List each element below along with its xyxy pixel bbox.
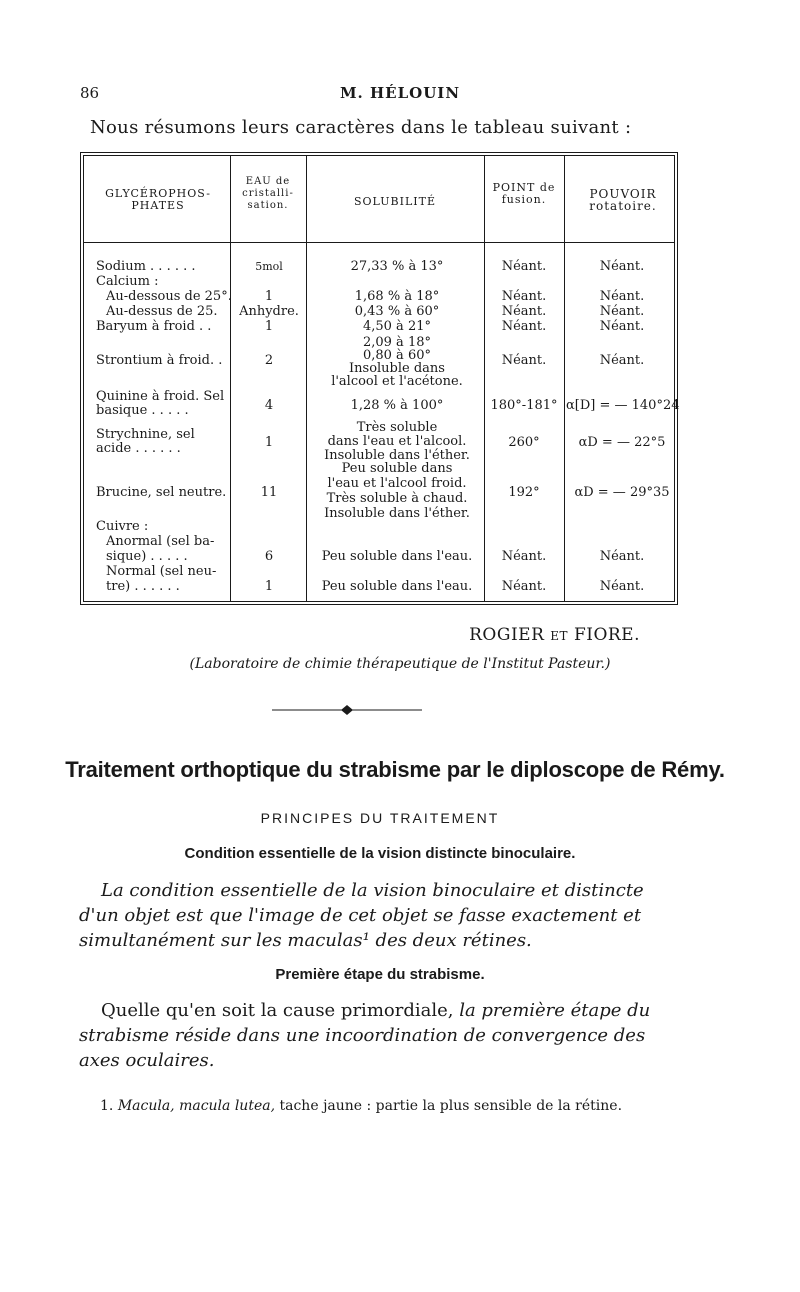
row-pouvoir: Néant. [599,353,645,368]
row-pouvoir: Néant. [599,289,645,304]
row-eau: 1 [264,319,274,334]
row-name: tre) . . . . . . [106,579,180,594]
row-eau: 1 [264,289,274,304]
row-pouvoir: Néant. [599,259,645,274]
header-solubilite: SOLUBILITÉ [354,195,436,208]
row-eau: 4 [264,398,274,413]
page-number: 86 [80,84,100,102]
row-name: Calcium : [96,274,159,289]
table-divider [230,156,231,601]
paragraph-emphasis: la première étape du strabisme réside dans une incoordination de convergence des axes oculaires. [79,1000,651,1071]
paragraph-premiere-etape [79,998,679,1073]
row-solubilite: 2,09 à 18° [362,335,431,350]
row-solubilite: 27,33 % à 13° [350,259,444,274]
subheading-condition: Condition essentielle de la vision distincte binoculaire. [184,845,576,862]
row-name: Normal (sel neu- [106,564,217,579]
divider-ornament [272,703,422,717]
row-solubilite: 0,43 % à 60° [354,304,440,319]
footnote-term: Macula, macula lutea, [117,1098,276,1114]
subheading-premiere-etape: Première étape du strabisme. [275,966,485,983]
row-point: Néant. [501,259,547,274]
row-name: Anormal (sel ba- [106,534,215,549]
main-title: Traitement orthoptique du strabisme par le diploscope de Rémy. [65,757,725,782]
paragraph-lead: Quelle qu'en soit la cause primordiale, [101,1000,460,1021]
row-point: 260° [508,435,540,450]
row-name: Au-dessus de 25. [106,304,218,319]
row-solubilite: Peu soluble dans l'eau. [321,549,473,564]
row-solubilite: Peu soluble dans [341,461,453,476]
row-name: acide . . . . . . [96,441,181,456]
running-head: M. HÉLOUIN [339,84,461,102]
table-divider [564,156,565,601]
row-pouvoir: Néant. [599,319,645,334]
source-note: (Laboratoire de chimie thérapeutique de l'Institut Pasteur.) [189,656,611,672]
row-solubilite: 4,50 à 21° [362,319,431,334]
row-name: Cuivre : [96,519,149,534]
row-solubilite: Peu soluble dans l'eau. [321,579,473,594]
properties-table [80,152,678,605]
row-point: Néant. [501,304,547,319]
row-point: Néant. [501,579,547,594]
footnote [100,1098,622,1114]
row-eau: 6 [264,549,274,564]
row-pouvoir: Néant. [599,579,645,594]
row-pouvoir: αD = — 22°5 [578,435,666,450]
row-solubilite: l'alcool et l'acétone. [331,374,463,389]
row-solubilite: l'eau et l'alcool froid. [327,476,467,491]
row-solubilite: Très soluble [356,420,438,435]
row-solubilite: Insoluble dans l'éther. [324,448,470,463]
footnote-text: tache jaune : partie la plus sensible de la rétine. [275,1098,623,1114]
row-pouvoir: αD = — 29°35 [574,485,670,500]
row-pouvoir: Néant. [599,549,645,564]
row-eau: 2 [264,353,274,368]
row-name: Baryum à froid . . [96,319,212,334]
row-solubilite: 0,80 à 60° [362,348,431,363]
authors: ROGIER et FIORE. [469,625,640,645]
paragraph-condition: La condition essentielle de la vision binoculaire et distincte d'un objet est que l'image de cet objet se fasse exactement et simultanément sur les maculas¹ des deux rétines. [79,880,644,951]
section-heading: PRINCIPES DU TRAITEMENT [260,810,500,826]
table-divider [306,156,307,601]
row-eau: 5mol [255,260,283,273]
row-name: sique) . . . . . [106,549,188,564]
row-point: Néant. [501,319,547,334]
row-point: Néant. [501,353,547,368]
header-glycerophosphates: GLYCÉROPHOS-PHATES [105,187,211,212]
row-name: Sodium . . . . . . [96,259,196,274]
row-pouvoir: Néant. [599,304,645,319]
row-point: 192° [508,485,540,500]
row-eau: 11 [260,485,278,500]
header-eau: EAU de cristalli-sation. [242,176,294,211]
row-solubilite: 1,28 % à 100° [350,398,444,413]
row-name: Au-dessous de 25°. [106,289,232,304]
header-point-fusion: POINT de fusion. [492,181,556,206]
row-name: basique . . . . . [96,403,189,418]
row-eau: 1 [264,579,274,594]
row-name: Brucine, sel neutre. [96,485,227,500]
row-point: Néant. [501,289,547,304]
row-eau: 1 [264,435,274,450]
row-point: 180°-181° [490,398,558,413]
row-name: Strontium à froid. . [96,353,223,368]
row-solubilite: Très soluble à chaud. [326,491,468,506]
row-solubilite: Insoluble dans l'éther. [324,506,470,521]
table-header-rule [84,242,674,243]
header-pouvoir-rotatoire: POUVOIR rotatoire. [589,187,657,213]
row-name: Strychnine, sel [96,427,195,442]
row-solubilite: Insoluble dans [349,361,445,376]
row-name: Quinine à froid. Sel [96,389,225,404]
row-eau: Anhydre. [239,304,299,319]
footnote-number: 1. [100,1098,114,1114]
row-point: Néant. [501,549,547,564]
row-pouvoir: α[D] = — 140°24 [566,398,680,413]
intro-text: Nous résumons leurs caractères dans le tableau suivant : [90,117,632,138]
row-solubilite: 1,68 % à 18° [354,289,440,304]
row-solubilite: dans l'eau et l'alcool. [327,434,467,449]
